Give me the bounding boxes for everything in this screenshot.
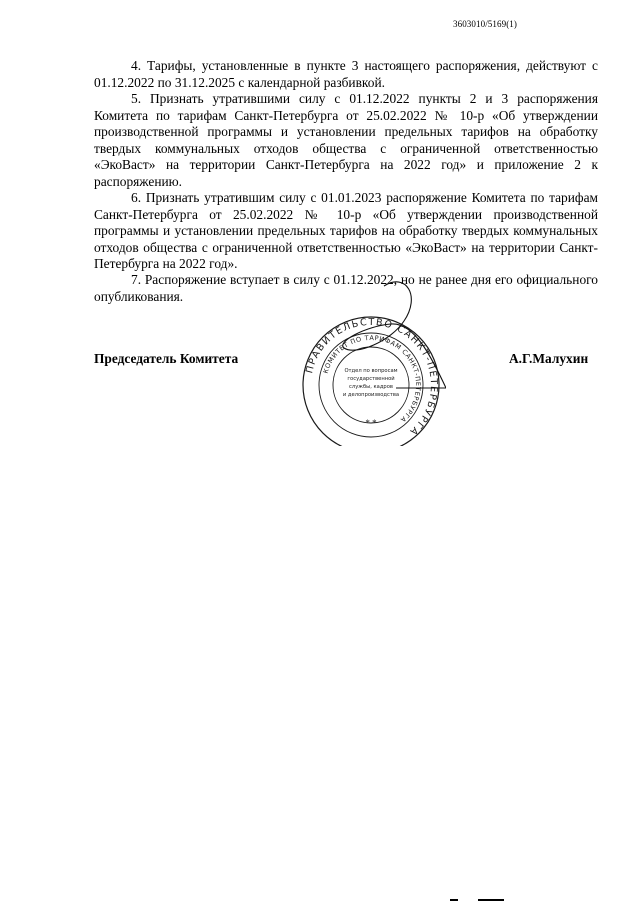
signatory-title: Председатель Комитета (94, 351, 239, 366)
seal-center-line-1: Отдел по вопросам (344, 368, 398, 374)
official-seal-stamp (296, 276, 446, 446)
seal-center-line-4: и делопроизводства (342, 392, 400, 398)
paragraph-5: 5. Признать утратившими силу с 01.12.2022 пункты 2 и 3 распоряжения Комитета по тарифам Санкт-Петербурга от 25.02.2022 № 10-р «Об утверждении производственной программы и установлении предельных тарифов на обработку твердых коммунальных отходов общества с ограниченной ответственностью «ЭкоВаст» на территории Санкт-Петербурга на 2022 год» и приложение 2 к распоряжению. (94, 91, 598, 189)
footer-scan-marks (450, 898, 530, 902)
document-number: 3603010/5169(1) (453, 19, 517, 29)
paragraph-7: 7. Распоряжение вступает в силу с 01.12.2022, но не ранее дня его официального опубликования. (94, 272, 598, 304)
paragraph-6: 6. Признать утратившим силу с 01.01.2023 распоряжение Комитета по тарифам Санкт-Петербурга от 25.02.2022 № 10-р «Об утверждении производственной программы и установлении предельных тарифов на обработку твердых коммунальных отходов общества с ограниченной ответственностью «ЭкоВаст» на территории Санкт-Петербурга на 2022 год». (94, 190, 598, 272)
seal-star-icon: * * (365, 418, 377, 428)
seal-center-line-3: службы, кадров (349, 384, 393, 390)
signatory-name: А.Г.Малухин (509, 351, 589, 366)
seal-middle-text: КОМИТЕТ ПО ТАРИФАМ САНКТ-ПЕТЕРБУРГА (321, 333, 423, 424)
seal-center-line-2: государственной (347, 376, 395, 382)
paragraph-4: 4. Тарифы, установленные в пункте 3 настоящего распоряжения, действуют с 01.12.2022 по 31.12.2025 с календарной разбивкой. (94, 58, 598, 90)
seal-outer-text: ПРАВИТЕЛЬСТВО САНКТ-ПЕТЕРБУРГА (304, 316, 440, 438)
